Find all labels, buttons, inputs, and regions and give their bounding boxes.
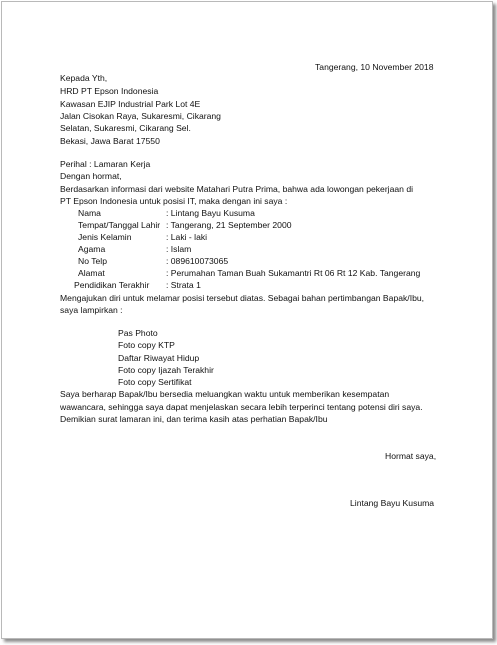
closing-line: Saya berharap Bapak/Ibu bersedia meluangkan waktu untuk memberikan kesempatan (60, 389, 390, 399)
attachment-item: Foto copy Sertifikat (118, 377, 192, 387)
identity-value: : Laki - laki (166, 232, 208, 242)
letter-page (1, 1, 493, 639)
attachment-item: Foto copy KTP (118, 340, 175, 350)
identity-label: Pendidikan Terakhir (74, 280, 150, 290)
recipient-line: Jalan Cisokan Raya, Sukaresmi, Cikarang (60, 111, 221, 121)
identity-value: : Tangerang, 21 September 2000 (166, 220, 292, 230)
identity-label: Alamat (78, 268, 105, 278)
sign-off: Hormat saya, (385, 451, 437, 461)
identity-label: No Telp (78, 256, 107, 266)
closing-line: wawancara, sehingga saya dapat menjelaskan secara lebih terperinci tentang potensi diri saya. (60, 402, 423, 412)
identity-value: : 089610073065 (166, 256, 229, 266)
attachment-item: Daftar Riwayat Hidup (118, 353, 200, 363)
subject-line: Perihal : Lamaran Kerja (60, 159, 151, 169)
recipient-line: Bekasi, Jawa Barat 17550 (60, 136, 160, 146)
closing-line: Demikian surat lamaran ini, dan terima kasih atas perhatian Bapak/Ibu (60, 414, 328, 424)
recipient-line: Kepada Yth, (60, 73, 108, 83)
application-line: saya lampirkan : (60, 305, 123, 315)
application-line: Mengajukan diri untuk melamar posisi tersebut diatas. Sebagai bahan pertimbangan Bapak/Ibu, (60, 293, 425, 303)
identity-value: : Strata 1 (166, 280, 201, 290)
identity-value: : Lintang Bayu Kusuma (166, 208, 255, 218)
date-line: Tangerang, 10 November 2018 (315, 62, 434, 72)
identity-value: : Islam (166, 244, 192, 254)
recipient-line: Selatan, Sukaresmi, Cikarang Sel. (60, 123, 191, 133)
recipient-line: Kawasan EJIP Industrial Park Lot 4E (60, 99, 201, 109)
recipient-line: HRD PT Epson Indonesia (60, 86, 159, 96)
identity-label: Nama (78, 208, 101, 218)
intro-line: PT Epson Indonesia untuk posisi IT, maka dengan ini saya : (60, 196, 288, 206)
identity-value: : Perumahan Taman Buah Sukamantri Rt 06 Rt 12 Kab. Tangerang (166, 268, 421, 278)
greeting: Dengan hormat, (60, 171, 122, 181)
attachment-item: Pas Photo (118, 328, 158, 338)
intro-line: Berdasarkan informasi dari website Matahari Putra Prima, bahwa ada lowongan pekerjaan di (60, 184, 414, 194)
signature-name: Lintang Bayu Kusuma (350, 498, 435, 508)
identity-label: Tempat/Tanggal Lahir (78, 220, 161, 230)
identity-label: Agama (78, 244, 106, 254)
attachment-item: Foto copy Ijazah Terakhir (118, 365, 214, 375)
identity-label: Jenis Kelamin (78, 232, 132, 242)
